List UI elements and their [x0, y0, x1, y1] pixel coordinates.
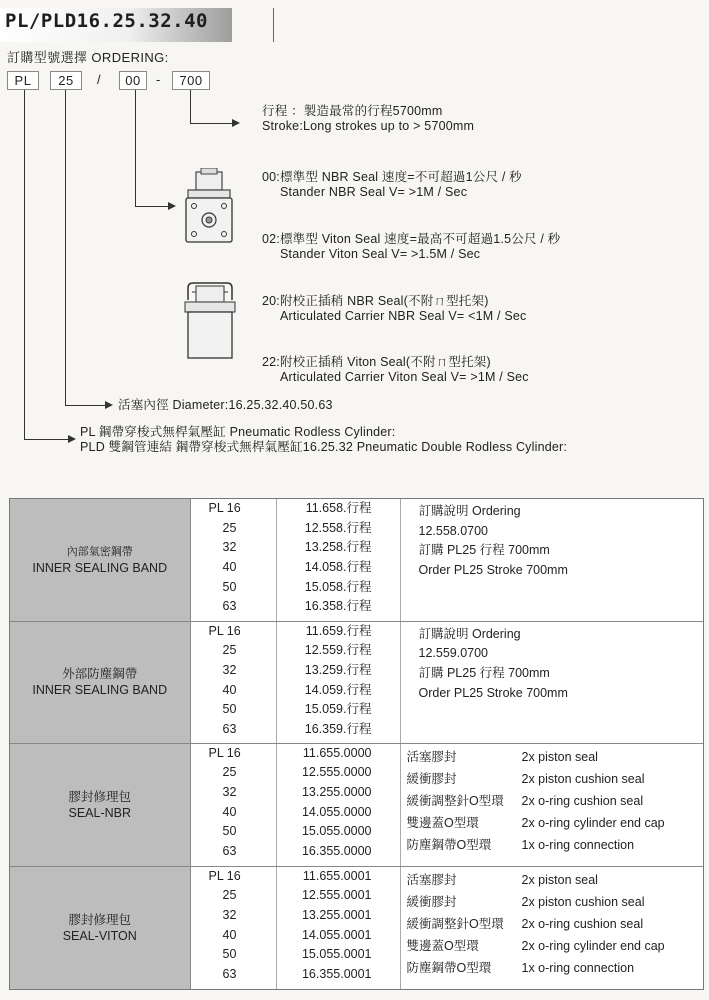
seal-cn: 防塵鋼帶O型環 — [406, 960, 492, 975]
seal-cn: 緩衝膠封 — [406, 771, 457, 786]
code-slash: / — [97, 72, 101, 87]
option-02-en: Stander Viton Seal V= >1.5M / Sec — [280, 247, 481, 261]
ordering-label: 訂購型號選擇 ORDERING: — [7, 50, 169, 65]
type-pl: PL 鋼帶穿梭式無桿氣壓缸 Pneumatic Rodless Cylinder: — [80, 425, 396, 439]
code-series: PL — [7, 71, 39, 90]
code-stroke: 700 — [172, 71, 210, 90]
seal-en: 2x o-ring cylinder end cap — [521, 815, 665, 830]
seal-cn: 緩衝膠封 — [406, 894, 457, 909]
option-22-cn: 22:附校正插稍 Viton Seal(不附ㄇ型托架) — [262, 355, 491, 369]
seal-item — [401, 790, 704, 812]
leader-option-v — [135, 90, 136, 207]
size-cell: PL 16 — [208, 868, 241, 883]
size-cell: 32 — [222, 662, 237, 677]
code-cell: 11.659.行程 — [305, 623, 372, 638]
code-diameter: 25 — [50, 71, 82, 90]
code-cell: 12.555.0000 — [301, 765, 372, 780]
seal-en: 2x o-ring cylinder end cap — [521, 938, 665, 953]
code-cell: 14.058.行程 — [304, 560, 372, 575]
option-00-cn: 00:標準型 NBR Seal 速度=不可超過1公尺 / 秒 — [262, 170, 522, 184]
section-name-en: SEAL-VITON — [62, 928, 137, 943]
size-cell: PL 16 — [208, 501, 241, 515]
code-cell: 15.055.0001 — [301, 947, 372, 962]
size-cell: 63 — [222, 843, 237, 858]
seal-en: 1x o-ring connection — [521, 960, 635, 975]
code-cell: 15.058.行程 — [304, 579, 372, 594]
code-column — [276, 743, 400, 866]
section-name-en: INNER SEALING BAND — [32, 560, 168, 575]
code-cell: 14.059.行程 — [304, 682, 372, 697]
note-line: 12.559.0700 — [418, 646, 489, 661]
section-name — [10, 499, 190, 621]
seal-en: 2x o-ring cushion seal — [521, 793, 644, 808]
section-name-cn: 外部防塵鋼帶 — [62, 667, 138, 681]
size-cell: 40 — [222, 682, 237, 697]
note-column — [400, 499, 703, 621]
size-cell: 63 — [222, 599, 237, 614]
option-20-cn: 20:附校正插稍 NBR Seal(不附ㄇ型托架) — [262, 294, 489, 308]
seal-item — [401, 935, 704, 957]
size-cell: 50 — [222, 579, 237, 594]
seal-en: 2x o-ring cushion seal — [521, 916, 644, 931]
seal-item — [401, 913, 704, 935]
seal-list — [400, 743, 703, 866]
option-00 — [262, 170, 522, 200]
size-cell: 50 — [222, 947, 237, 962]
code-cell: 16.355.0000 — [301, 843, 372, 858]
code-cell: 15.055.0000 — [301, 824, 372, 839]
note-line: 12.558.0700 — [418, 523, 489, 538]
size-cell: 50 — [222, 824, 237, 839]
arrow-option — [168, 202, 176, 210]
size-cell: PL 16 — [208, 623, 241, 638]
code-column — [276, 621, 400, 743]
table-row — [10, 743, 703, 866]
table-row — [10, 499, 703, 621]
stroke-en: Stroke:Long strokes up to > 5700mm — [262, 119, 475, 133]
code-cell: 16.359.行程 — [304, 721, 372, 736]
size-cell: 32 — [222, 907, 237, 922]
type-pld: PLD 雙鋼管連結 鋼帶穿梭式無桿氣壓缸16.25.32 Pneumatic Double Rodless Cylinder: — [80, 440, 568, 454]
seal-item — [401, 834, 704, 856]
code-cell: 11.658.行程 — [305, 501, 372, 515]
code-option: 00 — [119, 71, 147, 90]
stroke-desc — [262, 104, 474, 134]
arrow-stroke — [232, 119, 240, 127]
seal-en: 2x piston cushion seal — [521, 894, 645, 909]
section-name-en: INNER SEALING BAND — [32, 683, 168, 697]
size-cell: PL 16 — [208, 745, 241, 760]
size-column — [190, 866, 276, 989]
note-line: 訂購 PL25 行程 700mm — [418, 665, 550, 680]
table-row — [10, 866, 703, 989]
parts-table — [9, 498, 704, 990]
leader-diameter-v — [65, 90, 66, 406]
section-name-cn: 膠封修理包 — [68, 789, 131, 804]
option-02-cn: 02:標準型 Viton Seal 速度=最高不可超過1.5公尺 / 秒 — [262, 232, 561, 246]
seal-item — [401, 957, 704, 979]
code-cell: 14.055.0000 — [301, 804, 372, 819]
seal-en: 1x o-ring connection — [521, 837, 635, 852]
note-line: Order PL25 Stroke 700mm — [418, 563, 568, 578]
size-cell: 63 — [222, 721, 237, 736]
size-cell: 50 — [222, 702, 237, 717]
code-cell: 12.558.行程 — [304, 520, 372, 535]
code-cell: 13.255.0000 — [301, 784, 372, 799]
leader-type-v — [24, 90, 25, 440]
code-cell: 13.259.行程 — [304, 662, 372, 677]
code-cell: 11.655.0000 — [302, 745, 372, 760]
seal-item — [401, 891, 704, 913]
title-divider — [273, 8, 274, 42]
diameter-desc: 活塞內徑 Diameter:16.25.32.40.50.63 — [118, 398, 333, 412]
type-desc — [80, 425, 567, 455]
seal-cn: 活塞膠封 — [406, 749, 457, 764]
page-title: PL/PLD16.25.32.40 — [5, 10, 208, 32]
seal-item — [401, 768, 704, 790]
seal-list — [400, 866, 703, 989]
section-name-cn: 內部氣密鋼帶 — [66, 545, 133, 558]
code-cell: 12.559.行程 — [304, 643, 372, 658]
size-cell: 32 — [222, 784, 237, 799]
note-line: 訂購 PL25 行程 700mm — [418, 543, 550, 558]
code-cell: 16.358.行程 — [304, 599, 372, 614]
seal-cn: 緩衝調整針O型環 — [406, 793, 504, 808]
size-cell: 32 — [222, 540, 237, 555]
code-column — [276, 499, 400, 621]
size-cell: 63 — [222, 966, 237, 981]
seal-cn: 活塞膠封 — [406, 872, 457, 887]
seal-en: 2x piston seal — [521, 749, 598, 764]
size-column — [190, 499, 276, 621]
articulated-carrier-drawing — [182, 280, 238, 362]
note-line: Order PL25 Stroke 700mm — [418, 685, 568, 700]
size-cell: 25 — [222, 520, 237, 535]
seal-en: 2x piston seal — [521, 872, 598, 887]
section-name-cn: 膠封修理包 — [68, 912, 131, 927]
size-cell: 40 — [222, 560, 237, 575]
seal-item — [401, 812, 704, 834]
option-00-en: Stander NBR Seal V= >1M / Sec — [280, 185, 468, 199]
option-02 — [262, 232, 560, 262]
option-20 — [262, 294, 527, 324]
size-cell: 25 — [222, 765, 237, 780]
code-cell: 15.059.行程 — [304, 702, 372, 717]
code-column — [276, 866, 400, 989]
stroke-cn: 行程 ：製造最常的行程5700mm — [262, 104, 443, 118]
seal-cn: 防塵鋼帶O型環 — [406, 837, 492, 852]
size-column — [190, 621, 276, 743]
note-line: 訂購說明 Ordering — [418, 626, 521, 641]
seal-cn: 雙邊蓋O型環 — [406, 938, 479, 953]
size-cell: 40 — [222, 927, 237, 942]
seal-item — [401, 869, 704, 891]
seal-cn: 雙邊蓋O型環 — [406, 815, 479, 830]
section-name — [10, 743, 190, 866]
leader-option-h — [135, 206, 170, 207]
option-22-en: Articulated Carrier Viton Seal V= >1M / Sec — [280, 370, 529, 384]
code-cell: 13.255.0001 — [301, 907, 372, 922]
table-row — [10, 621, 703, 743]
arrow-type — [68, 435, 76, 443]
size-column — [190, 743, 276, 866]
size-cell: 25 — [222, 643, 237, 658]
section-name — [10, 866, 190, 989]
code-dash: - — [156, 72, 161, 87]
size-cell: 40 — [222, 804, 237, 819]
leader-type-h — [24, 439, 70, 440]
code-cell: 16.355.0001 — [301, 966, 372, 981]
code-cell: 14.055.0001 — [301, 927, 372, 942]
size-cell: 25 — [222, 888, 237, 903]
arrow-diameter — [105, 401, 113, 409]
section-name — [10, 621, 190, 743]
leader-diameter-h — [65, 405, 107, 406]
seal-item — [401, 746, 704, 768]
seal-cn: 緩衝調整針O型環 — [406, 916, 504, 931]
option-20-en: Articulated Carrier NBR Seal V= <1M / Sec — [280, 309, 527, 323]
seal-en: 2x piston cushion seal — [521, 771, 645, 786]
note-line: 訂購說明 Ordering — [418, 504, 521, 518]
code-cell: 13.258.行程 — [304, 540, 372, 555]
leader-stroke-v — [190, 90, 191, 124]
leader-stroke-h — [190, 123, 234, 124]
standard-carrier-drawing — [182, 168, 238, 248]
code-cell: 12.555.0001 — [301, 888, 372, 903]
section-name-en: SEAL-NBR — [68, 805, 132, 820]
note-column — [400, 621, 703, 743]
option-22 — [262, 355, 529, 385]
code-cell: 11.655.0001 — [302, 868, 372, 883]
